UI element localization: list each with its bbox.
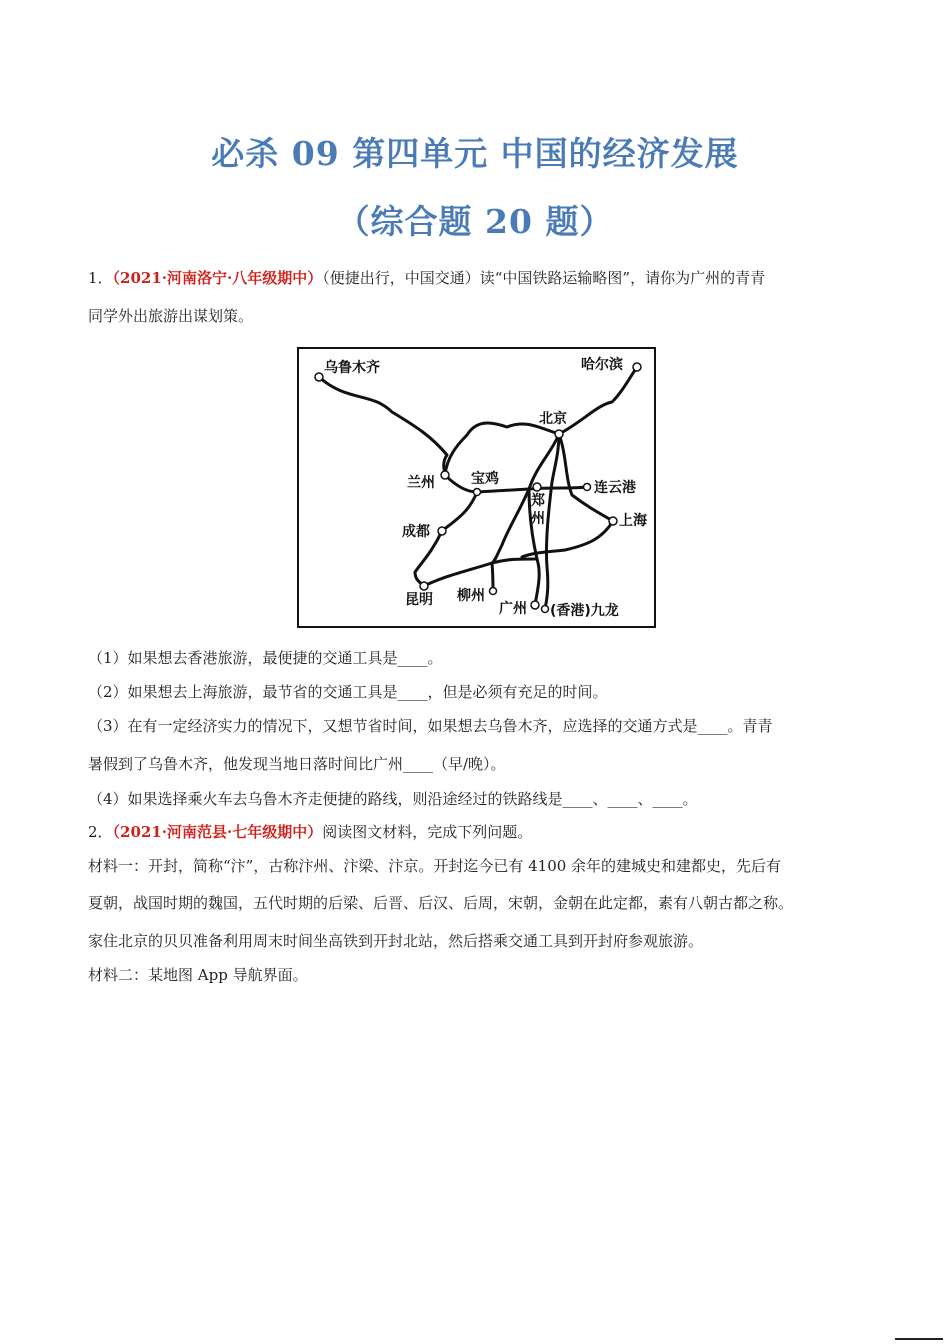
label-beijing: 北京: [539, 411, 567, 427]
q1-number: 1．: [88, 269, 113, 287]
node-shanghai: [609, 517, 617, 525]
label-harbin: 哈尔滨: [581, 357, 623, 373]
node-kowloon: [542, 606, 549, 613]
q2-stem-text: 阅读图文材料，完成下列问题。: [322, 823, 533, 841]
label-zheng: 郑: [531, 493, 545, 509]
label-liuzhou: 柳州: [457, 588, 485, 604]
label-baoji: 宝鸡: [471, 471, 499, 487]
label-urumqi: 乌鲁木齐: [324, 360, 380, 376]
node-zhengzhou: [533, 483, 541, 491]
label-shanghai: 上海: [619, 513, 647, 529]
label-guangzhou: 广州: [499, 601, 527, 617]
railway-map: [297, 347, 656, 628]
node-lanzhou: [441, 471, 449, 479]
q2-number: 2．: [88, 823, 113, 841]
node-liuzhou: [490, 588, 497, 595]
label-lanzhou: 兰州: [407, 475, 435, 491]
label-chengdu: 成都: [402, 524, 430, 540]
node-urumqi: [315, 373, 323, 381]
page-subtitle: （综合题 20 题）: [336, 202, 614, 241]
q1-stem-line1: [88, 268, 878, 288]
node-beijing: [555, 430, 563, 438]
q1-sub3-line2: 暑假到了乌鲁木齐，他发现当地日落时间比广州____（早/晚）。: [88, 755, 506, 773]
q1-stem: （便捷出行，中国交通）读“中国铁路运输略图”，请你为广州的青青: [322, 269, 766, 287]
q2-stem: [88, 822, 878, 842]
q1-sub2: （2）如果想去上海旅游，最节省的交通工具是____，但是必须有充足的时间。: [88, 683, 608, 701]
node-chengdu: [438, 527, 446, 535]
q2-material1-line2: 夏朝，战国时期的魏国，五代时期的后梁、后晋、后汉、后周，宋朝，金朝在此定都，素有八朝古都之称。: [88, 894, 794, 912]
label-kowloon: (香港)九龙: [550, 603, 619, 619]
q1-stem-line2: 同学外出旅游出谋划策。: [88, 307, 254, 325]
node-baoji: [474, 489, 481, 496]
node-guangzhou: [531, 601, 539, 609]
page-title: 必杀 09 第四单元 中国的经济发展: [211, 134, 739, 173]
node-lianyungang: [584, 484, 591, 491]
q1-sub3-line1: （3）在有一定经济实力的情况下，又想节省时间，如果想去乌鲁木齐，应选择的交通方式是____。青青: [88, 717, 773, 735]
q1-source: （2021·河南洛宁·八年级期中）: [112, 269, 323, 287]
label-kunming: 昆明: [405, 592, 433, 608]
q2-material2: 材料二：某地图 App 导航界面。: [88, 966, 308, 984]
label-zhou: 州: [531, 511, 545, 527]
q2-material1-line3: 家住北京的贝贝准备利用周末时间坐高铁到开封北站，然后搭乘交通工具到开封府参观旅游。: [88, 932, 704, 950]
node-harbin: [633, 363, 641, 371]
q2-material1-line1: 材料一：开封，简称“汴”，古称汴州、汴梁、汴京。开封迄今已有 4100 余年的建城史和建都史，先后有: [88, 857, 782, 875]
page-corner-rule: [895, 1338, 943, 1340]
label-lianyungang: 连云港: [594, 480, 636, 496]
q1-sub4: （4）如果选择乘火车去乌鲁木齐走便捷的路线，则沿途经过的铁路线是____、____、____。: [88, 790, 698, 808]
q1-sub1: （1）如果想去香港旅游，最便捷的交通工具是____。: [88, 649, 443, 667]
node-kunming: [420, 582, 428, 590]
q2-source: （2021·河南范县·七年级期中）: [112, 823, 323, 841]
